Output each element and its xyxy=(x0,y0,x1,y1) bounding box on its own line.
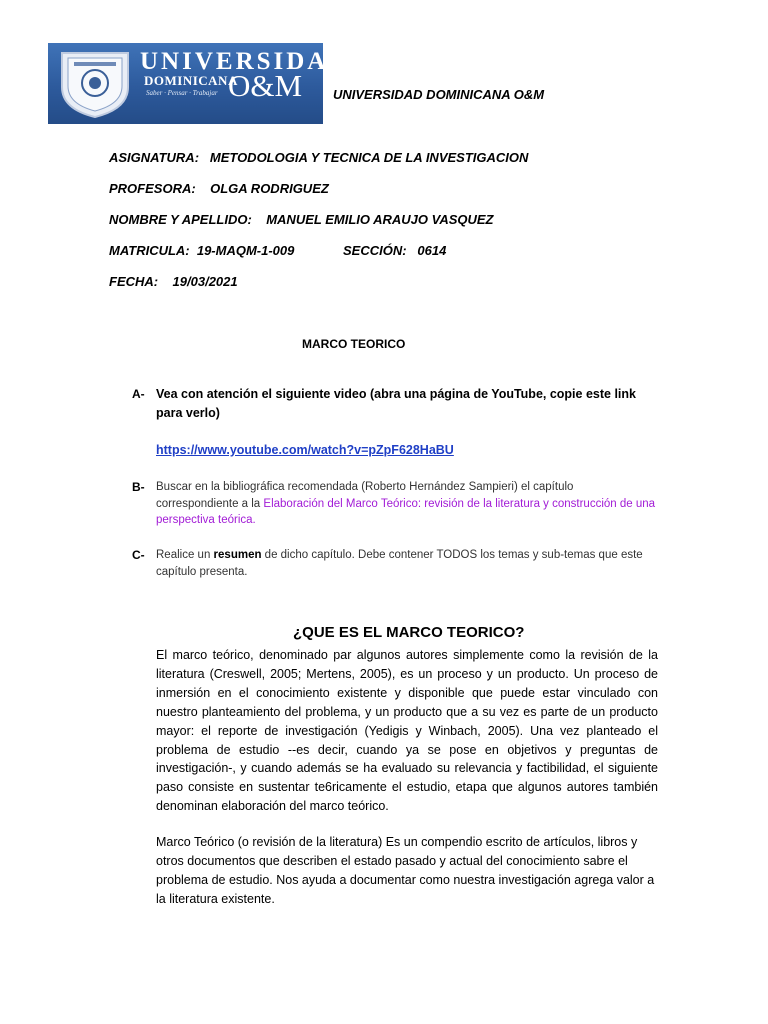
item-b-text xyxy=(156,479,656,529)
logo-text-om: O&M xyxy=(228,68,303,103)
item-b-marker: B- xyxy=(132,480,145,494)
item-c-marker: C- xyxy=(132,548,145,562)
youtube-link[interactable]: https://www.youtube.com/watch?v=pZpF628HaBU xyxy=(156,443,454,457)
logo-tagline: Saber · Pensar · Trabajar xyxy=(146,89,218,97)
item-b-text-plain: Buscar en la bibliográfica recomendada (Roberto Hernández Sampieri) el capítulo correspondiente a la xyxy=(156,481,574,510)
item-c-text xyxy=(156,547,656,580)
meta-asignatura: ASIGNATURA: METODOLOGIA Y TECNICA DE LA INVESTIGACION xyxy=(109,150,529,165)
item-c-text-bold: resumen xyxy=(213,549,262,561)
shield-icon xyxy=(56,49,134,119)
item-b-text-highlight: Elaboración del Marco Teórico: revisión de la literatura y construcción de una perspectiva teórica. xyxy=(156,497,656,526)
university-title: UNIVERSIDAD DOMINICANA O&M xyxy=(333,87,545,102)
university-logo xyxy=(48,43,350,124)
logo-text-universidad: UNIVERSIDAD xyxy=(140,48,350,75)
item-c-text-2: de dicho capítulo. Debe contener TODOS los temas y sub-temas que este capítulo presenta. xyxy=(156,549,643,578)
section-title: MARCO TEORICO xyxy=(302,337,406,351)
meta-profesora: PROFESORA: OLGA RODRIGUEZ xyxy=(109,181,329,196)
meta-nombre: NOMBRE Y APELLIDO: MANUEL EMILIO ARAUJO VASQUEZ xyxy=(109,212,494,227)
meta-matricula: MATRICULA: 19-MAQM-1-009 xyxy=(109,243,295,258)
meta-fecha: FECHA: 19/03/2021 xyxy=(109,274,238,289)
item-a-marker: A- xyxy=(132,387,145,401)
paragraph-1: El marco teórico, denominado par algunos autores simplemente como la revisión de la literatura (Creswell, 2005; Mertens, 2005), es un proceso y un producto. Un proceso de inmersión en el conocimiento existente y disponible que puede estar vinculado con nuestro planteamiento del problema, y un producto que a su vez es parte de un producto mayor: el reporte de investigación (Yedigis y Winbach, 2005). Una vez planteado el problema de estudio --es decir, cuando ya se pose en objetivos y preguntas de investigación-, y cuando además se ha evaluado su relevancia y factibilidad, el siguiente paso consiste en sustentar te6ricamente el estudio, etapa que algunos autores también denominan elaboración del marco teórico. xyxy=(156,648,658,814)
question-heading: ¿QUE ES EL MARCO TEORICO? xyxy=(293,624,525,641)
logo-text-dominicana: DOMINICANA xyxy=(144,73,238,88)
paragraph-2: Marco Teórico (o revisión de la literatura) Es un compendio escrito de artículos, libros y otros documentos que describen el estado pasado y actual del conocimiento sabre el problema de estudio. Nos ayuda a documentar como nuestra investigación agrega valor a la literatura existente. xyxy=(156,835,655,906)
item-a-text: Vea con atención el siguiente video (abra una página de YouTube, copie este link para verlo) xyxy=(156,387,636,420)
meta-seccion: SECCIÓN: 0614 xyxy=(343,243,447,258)
item-c-text-1: Realice un xyxy=(156,549,214,561)
